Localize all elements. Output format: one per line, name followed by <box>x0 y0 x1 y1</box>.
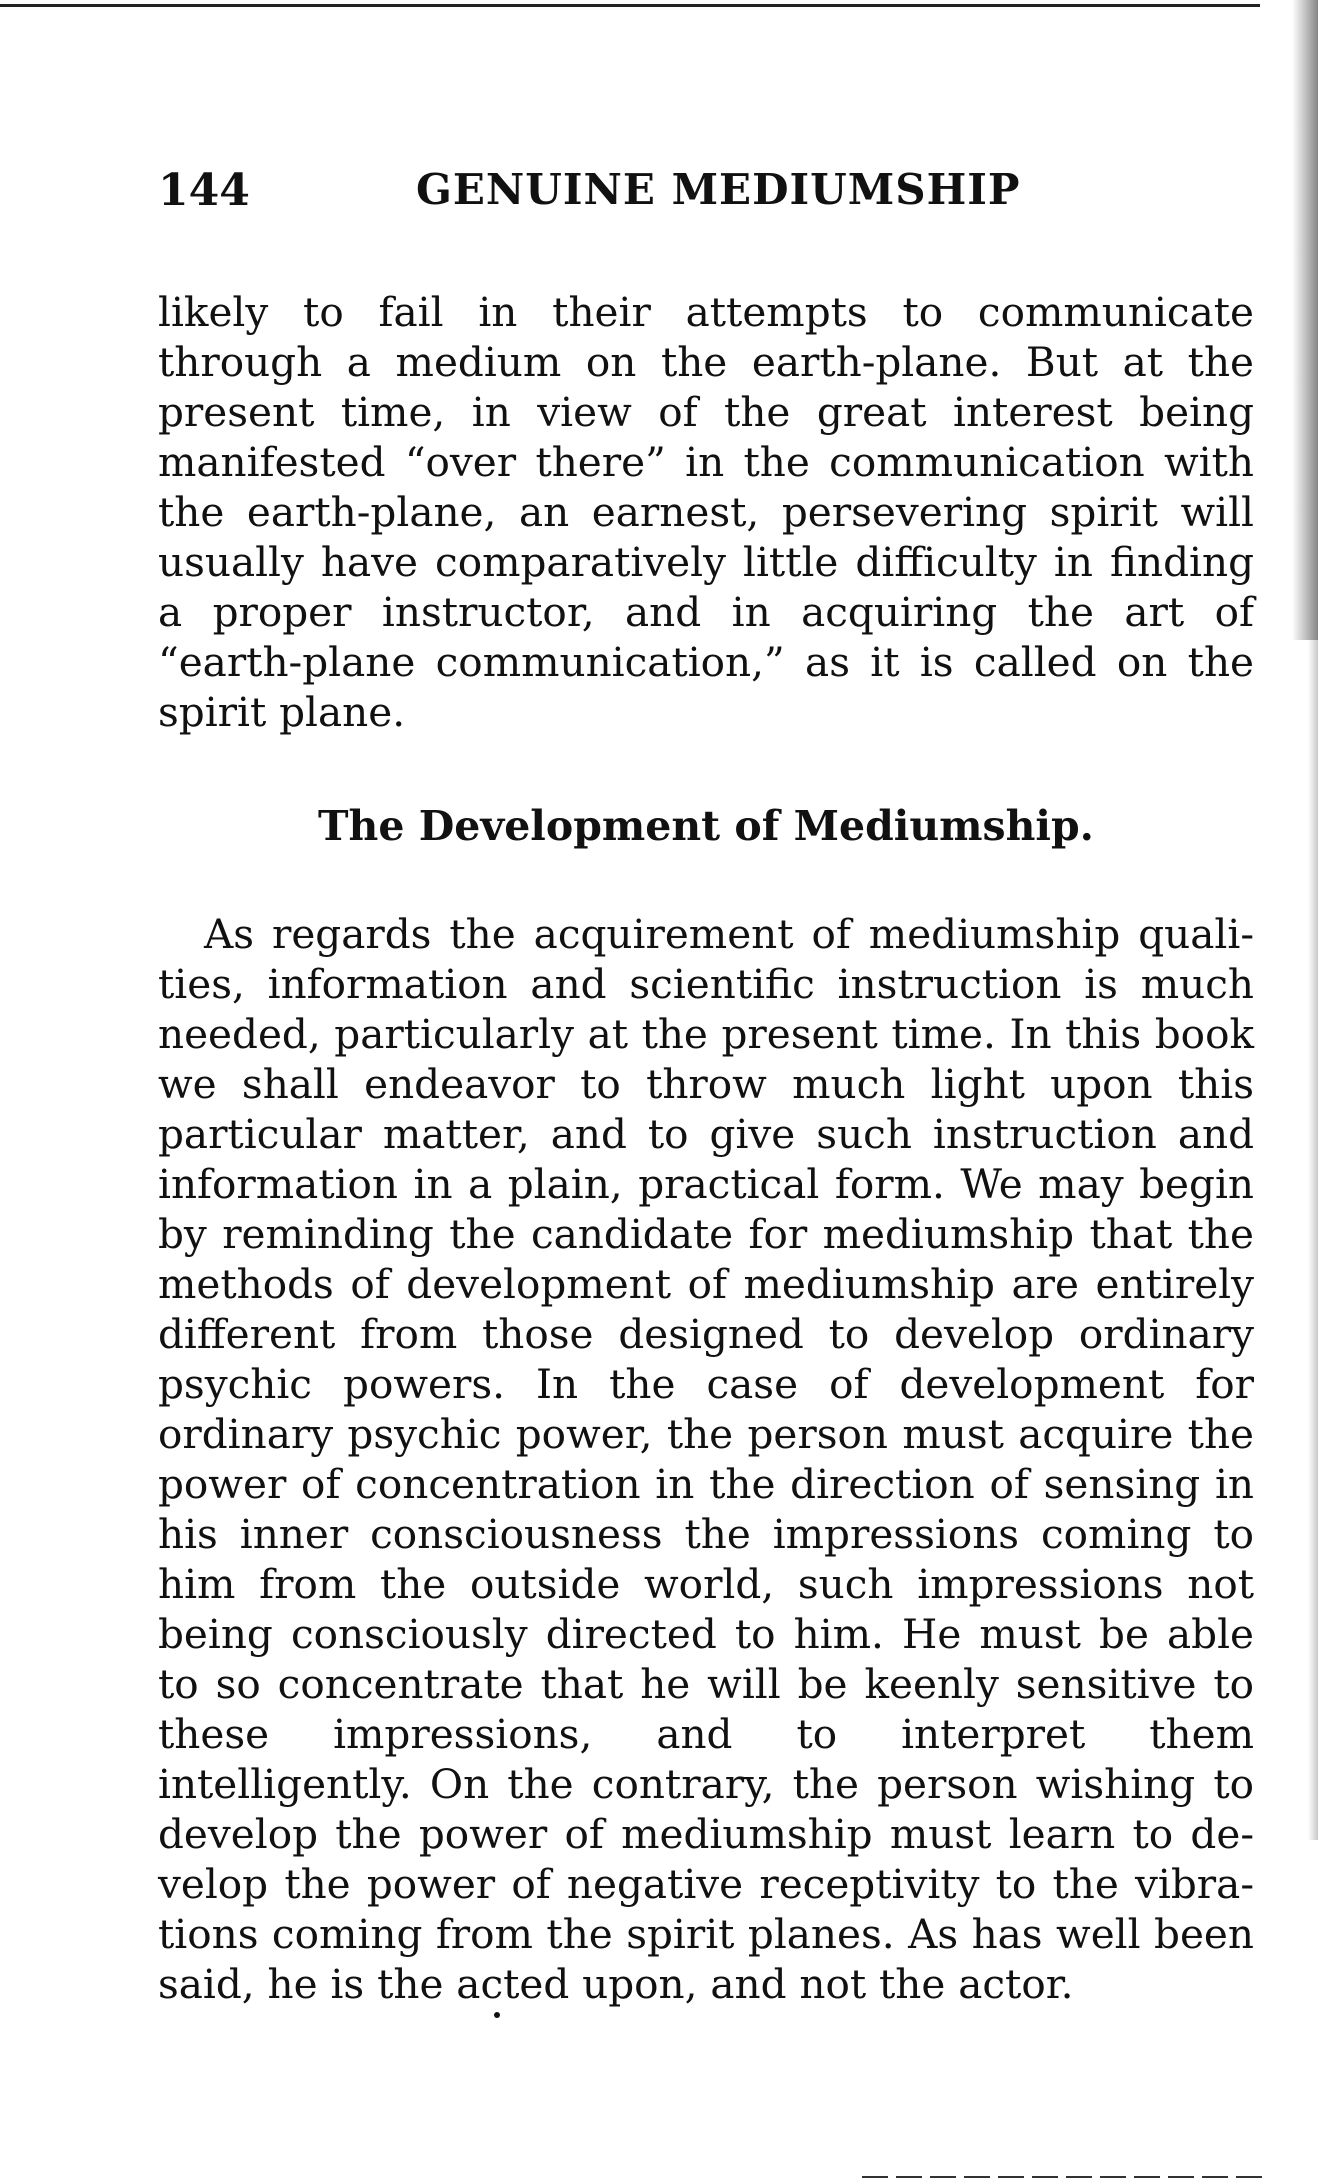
running-head <box>158 165 1258 225</box>
running-title: GENUINE MEDIUMSHIP <box>416 165 1021 214</box>
section-heading: The Development of Mediumship. <box>318 802 1094 851</box>
body-paragraph-continued: likely to fail in their attempts to communicate through a medium on the earth-plane. But at the present time, in view of the great interest being manifested “over there” in the communication with the earth-plane, an earnest, persevering spirit will usually have comparatively little difficulty in finding a proper instructor, and in acquiring the art of “earth-plane communication,” as it is called on the spirit plane. <box>158 287 1254 736</box>
page-edge-shadow <box>1292 0 1318 640</box>
page-number: 144 <box>158 165 250 216</box>
page-edge-shadow-lower <box>1308 640 1318 1840</box>
page-bottom-edge <box>862 2176 1262 2178</box>
body-paragraph: As regards the acquirement of mediumship qualities, information and scientific instruction is much needed, particularly at the present time. In this book we shall endeavor to throw much light upon this particular matter, and to give such instruction and information in a plain, practical form. We may begin by reminding the candidate for mediumship that the methods of development of mediumship are entirely different from those designed to develop ordinary psychic powers. In the case of development for ordinary psychic power, the person must acquire the power of concentration in the direction of sensing in his inner consciousness the impressions coming to him from the outside world, such impressions not being consciously directed to him. He must be able to so concentrate that he will be keenly sensitive to these impressions, and to interpret them intelligently. On the contrary, the person wishing to develop the power of mediumship must learn to develop the power of negative receptivity to the vibrations coming from the spirit planes. As has well been said, he is the acted upon, and not the actor. <box>158 909 1254 2008</box>
page-top-edge <box>0 4 1260 7</box>
ink-speck <box>494 2012 500 2018</box>
